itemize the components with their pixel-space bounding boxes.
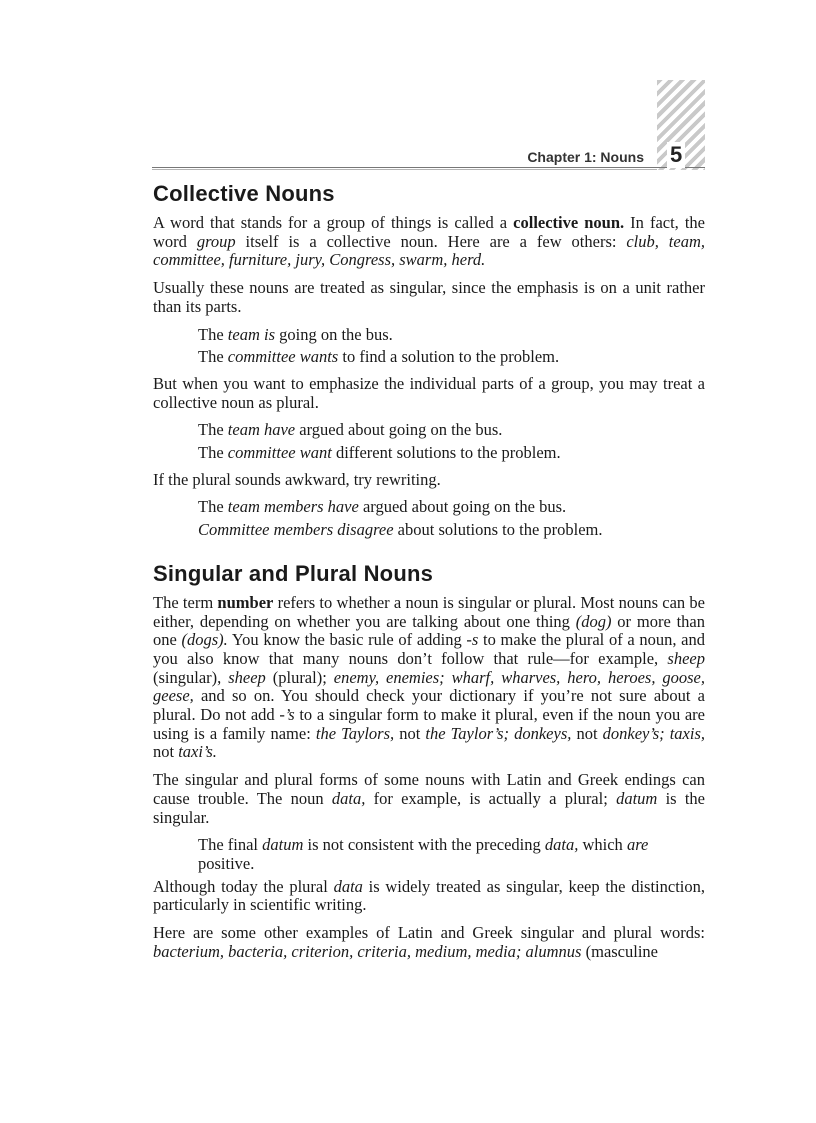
paragraph: But when you want to emphasize the individual parts of a group, you may treat a collective noun as plural. [153, 373, 705, 412]
example-sentence: The team is going on the bus. [198, 324, 393, 344]
paragraph: The singular and plural forms of some nouns with Latin and Greek endings can cause trouble. The noun data, for example, is actually a plural; datum is the singular. [153, 770, 705, 827]
example-sentence: Committee members disagree about solutions to the problem. [198, 520, 603, 540]
example-sentence: The team have argued about going on the bus. [198, 420, 503, 440]
header-rule-secondary [152, 169, 657, 170]
paragraph: Although today the plural data is widely treated as singular, keep the distinction, particularly in scientific writing. [153, 876, 705, 915]
section-heading-singular-plural-nouns: Singular and Plural Nouns [153, 560, 434, 586]
paragraph: If the plural sounds awkward, try rewriting. [153, 469, 441, 489]
example-sentence: The committee wants to find a solution to the problem. [198, 347, 560, 367]
page-number: 5 [667, 142, 685, 168]
example-sentence: The final datum is not consistent with the preceding data, which are positive. [198, 835, 649, 873]
paragraph: The term number refers to whether a noun is singular or plural. Most nouns can be either, depending on whether you are talking about one thing (dog) or more than one (dogs). You know the basic rule of adding -s to make the plural of a noun, and you also know that many nouns don’t follow that rule—for example, sheep (singular), sheep (plural); enemy, enemies; wharf, wharves, hero, heroes, goose, geese, and so on. You should check your dictionary if you’re not sure about a plural. Do not add -’s to a singular form to make it plural, even if the noun you are using is a family name: the Taylors, not the Taylor’s; donkeys, not donkey’s; taxis, not taxi’s. [153, 592, 706, 762]
paragraph: A word that stands for a group of things is called a collective noun. In fact, the word group itself is a collective noun. Here are a few others: club, team, committee, furniture, jury, Congress, swarm, herd. [153, 213, 705, 270]
paragraph: Here are some other examples of Latin and Greek singular and plural words: bacterium, bacteria, criterion, criteria, medium, media; alumnus (masculine [153, 923, 705, 961]
paragraph: Usually these nouns are treated as singular, since the emphasis is on a unit rather than its parts. [153, 278, 705, 316]
example-sentence: The team members have argued about going on the bus. [198, 497, 567, 517]
page-body [153, 180, 705, 971]
section-heading-collective-nouns: Collective Nouns [153, 181, 335, 206]
header-rule [152, 167, 705, 168]
running-head: Chapter 1: Nouns [527, 149, 644, 165]
example-sentence: The committee want different solutions to the problem. [198, 443, 561, 463]
